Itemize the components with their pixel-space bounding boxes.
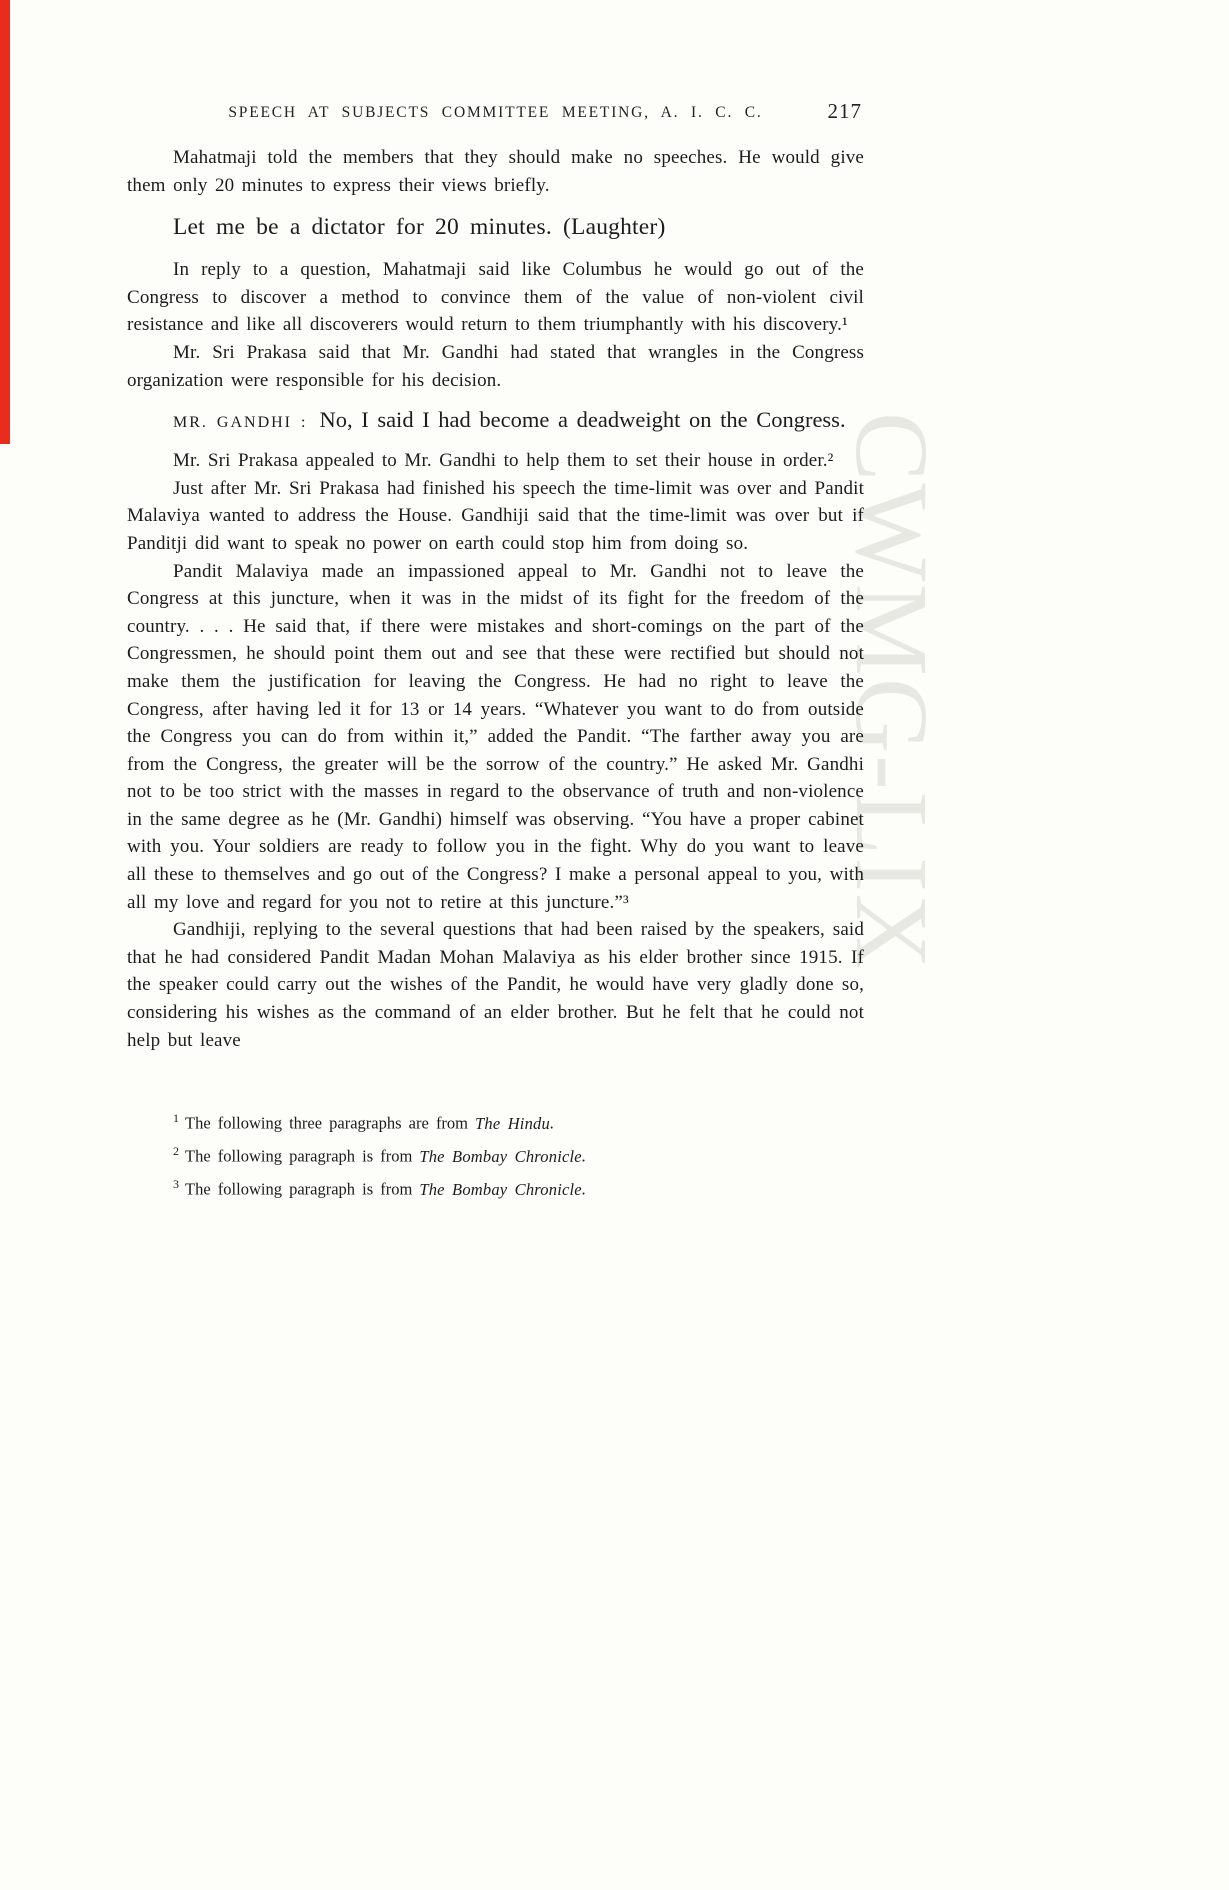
paragraph-timelimit: Just after Mr. Sri Prakasa had finished his speech the time-limit was over and Pandit Malaviya wanted to address the House. Gandhiji said that the time-limit was over but if Panditji did want to speak no power on earth could stop him from doing so. (127, 477, 864, 554)
footnote-2-period: . (581, 1146, 586, 1166)
footnote-1-text: The following three paragraphs are from (185, 1113, 469, 1133)
footnote-2 (173, 1139, 864, 1169)
page-number: 217 (827, 99, 862, 123)
running-title: SPEECH AT SUBJECTS COMMITTEE MEETING, A. I. C. C. (228, 104, 763, 121)
footnote-3-source: The Bombay Chronicle (419, 1179, 582, 1199)
paragraph-gandhi-reply (127, 402, 864, 440)
scanned-page (127, 99, 864, 1205)
footnotes-section (127, 1106, 864, 1202)
footnote-3 (173, 1172, 864, 1202)
footnote-2-marker: 2 (173, 1144, 179, 1159)
page-header (127, 99, 864, 123)
paragraph-malaviya-appeal: Pandit Malaviya made an impassioned appeal to Mr. Gandhi not to leave the Congress at this juncture, when it was in the midst of its fight for the freedom of the country. . . . He said that, if there were mistakes and short-comings on the part of the Congressmen, he should point them out and see that these were rectified but should not make them the justification for leaving the Congress. He had no right to leave the Congress, after having led it for 13 or 14 years. “Whatever you want to do from outside the Congress you can do from within it,” added the Pandit. “The farther away you are from the Congress, the greater will be the sorrow of the country.” He asked Mr. Gandhi not to be too strict with the masses in regard to the observance of truth and non-violence in the same degree as he (Mr. Gandhi) himself was observing. “You have a proper cabinet with you. Your soldiers are ready to follow you in the fight. Why do you want to leave all these to themselves and go out of the Congress? I make a personal appeal to you, with all my love and regard for you not to retire at this juncture.”³ (127, 560, 864, 913)
footnote-1-source: The Hindu (475, 1113, 550, 1133)
paragraph-prakasa-appeal: Mr. Sri Prakasa appealed to Mr. Gandhi to help them to set their house in order.² (173, 450, 834, 472)
speaker-label-mr-gandhi: MR. GANDHI : (173, 414, 308, 432)
footnote-2-text: The following paragraph is from (185, 1146, 413, 1166)
red-margin-line (0, 0, 10, 444)
watermark-cwmg-lix: CWMG-LIX (834, 412, 949, 972)
footnote-2-source: The Bombay Chronicle (419, 1146, 582, 1166)
paragraph-gandhiji-replying: Gandhiji, replying to the several questions that had been raised by the speakers, said that he had considered Pandit Madan Mohan Malaviya as his elder brother since 1915. If the speaker could carry out the wishes of the Pandit, he would have very gladly done so, considering his wishes as the command of an elder brother. But he felt that he could not help but leave (127, 919, 864, 1051)
gandhi-statement: No, I said I had become a deadweight on the Congress. (319, 407, 846, 433)
footnote-3-marker: 3 (173, 1177, 179, 1192)
paragraph-prakasa-wrangles: Mr. Sri Prakasa said that Mr. Gandhi had stated that wrangles in the Congress organization were responsible for his decision. (127, 341, 864, 391)
footnote-3-text: The following paragraph is from (185, 1179, 413, 1199)
gandhi-dictator-quote: Let me be a dictator for 20 minutes. (Laughter) (173, 214, 666, 241)
paragraph-columbus: In reply to a question, Mahatmaji said like Columbus he would go out of the Congress to discover a method to convince them of the value of non-violent civil resistance and like all discoverers would return to them triumphantly with his discovery.¹ (127, 259, 864, 336)
paragraph-intro: Mahatmaji told the members that they should make no speeches. He would give them only 20 minutes to express their views briefly. (127, 147, 864, 196)
footnote-1 (173, 1106, 864, 1136)
footnote-1-period: . (549, 1113, 555, 1133)
footnote-1-marker: 1 (173, 1111, 179, 1126)
footnote-3-period: . (581, 1179, 586, 1199)
